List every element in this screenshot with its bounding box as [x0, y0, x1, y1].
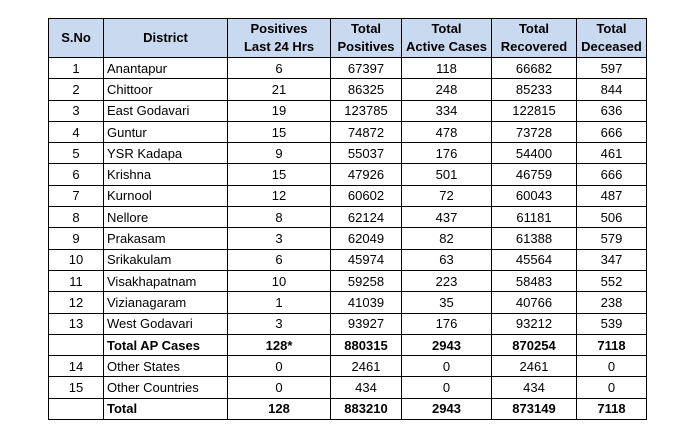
cell-sno: 10 [49, 249, 104, 270]
cell-active: 2943 [402, 398, 492, 419]
header-total-positives-line2: Positives [337, 39, 395, 54]
cell-sno: 11 [49, 270, 104, 291]
header-district-label: District [143, 30, 188, 45]
header-sno-label: S.No [61, 30, 91, 45]
table-row [49, 121, 647, 142]
cell-active: 63 [402, 249, 492, 270]
header-district [104, 19, 228, 58]
cell-recovered: 66682 [492, 58, 577, 79]
cell-recovered: 45564 [492, 249, 577, 270]
table-row [49, 270, 647, 291]
table-body [49, 58, 647, 420]
cell-recovered: 46759 [492, 164, 577, 185]
table-row [49, 313, 647, 334]
cell-deceased: 552 [577, 270, 647, 291]
cell-deceased: 636 [577, 100, 647, 121]
cell-recovered: 61181 [492, 207, 577, 228]
table-row [49, 164, 647, 185]
cell-last24: 6 [228, 249, 331, 270]
table-row [49, 377, 647, 398]
cell-active: 501 [402, 164, 492, 185]
cell-active: 2943 [402, 334, 492, 355]
cell-active: 478 [402, 121, 492, 142]
district-cases-table [48, 18, 647, 420]
header-last24 [228, 19, 331, 58]
cell-positives: 62124 [331, 207, 402, 228]
cell-recovered: 2461 [492, 356, 577, 377]
cell-positives: 880315 [331, 334, 402, 355]
cell-sno: 7 [49, 185, 104, 206]
header-active-cases-line1: Total [431, 21, 462, 36]
cell-deceased: 666 [577, 164, 647, 185]
cell-deceased: 7118 [577, 398, 647, 419]
cell-deceased: 238 [577, 292, 647, 313]
cell-sno [49, 334, 104, 355]
cell-deceased: 0 [577, 377, 647, 398]
cell-positives: 47926 [331, 164, 402, 185]
cell-district: Total [104, 398, 228, 419]
cell-last24: 128 [228, 398, 331, 419]
cell-positives: 55037 [331, 143, 402, 164]
header-recovered [492, 19, 577, 58]
table-row [49, 228, 647, 249]
cell-district: Other Countries [104, 377, 228, 398]
cell-recovered: 873149 [492, 398, 577, 419]
cell-last24: 10 [228, 270, 331, 291]
cell-sno: 6 [49, 164, 104, 185]
table-row-total [49, 398, 647, 419]
cell-positives: 123785 [331, 100, 402, 121]
cell-district: Guntur [104, 121, 228, 142]
cell-district: Kurnool [104, 185, 228, 206]
cell-last24: 3 [228, 313, 331, 334]
table-row [49, 100, 647, 121]
table-row [49, 356, 647, 377]
header-last24-line1: Positives [250, 21, 308, 36]
cell-active: 72 [402, 185, 492, 206]
cell-district: Prakasam [104, 228, 228, 249]
cell-active: 0 [402, 356, 492, 377]
cell-active: 223 [402, 270, 492, 291]
cell-positives: 2461 [331, 356, 402, 377]
cell-district: West Godavari [104, 313, 228, 334]
cell-active: 176 [402, 313, 492, 334]
cell-sno: 8 [49, 207, 104, 228]
cell-district: Visakhapatnam [104, 270, 228, 291]
cell-last24: 21 [228, 79, 331, 100]
table-container [48, 18, 647, 420]
cell-last24: 19 [228, 100, 331, 121]
cell-deceased: 461 [577, 143, 647, 164]
cell-deceased: 844 [577, 79, 647, 100]
header-total-positives [331, 19, 402, 58]
cell-positives: 60602 [331, 185, 402, 206]
cell-recovered: 870254 [492, 334, 577, 355]
cell-positives: 434 [331, 377, 402, 398]
cell-recovered: 85233 [492, 79, 577, 100]
cell-recovered: 40766 [492, 292, 577, 313]
cell-sno: 4 [49, 121, 104, 142]
header-recovered-line2: Recovered [500, 39, 568, 54]
cell-last24: 128* [228, 334, 331, 355]
cell-last24: 0 [228, 356, 331, 377]
header-last24-line2: Last 24 Hrs [243, 39, 315, 54]
cell-sno: 14 [49, 356, 104, 377]
table-row [49, 207, 647, 228]
header-total-positives-line1: Total [350, 21, 382, 36]
cell-last24: 9 [228, 143, 331, 164]
cell-deceased: 0 [577, 356, 647, 377]
cell-recovered: 434 [492, 377, 577, 398]
cell-active: 248 [402, 79, 492, 100]
cell-sno: 15 [49, 377, 104, 398]
cell-district: Total AP Cases [104, 334, 228, 355]
cell-recovered: 93212 [492, 313, 577, 334]
cell-last24: 12 [228, 185, 331, 206]
cell-last24: 3 [228, 228, 331, 249]
header-active-cases [402, 19, 492, 58]
cell-deceased: 347 [577, 249, 647, 270]
cell-positives: 67397 [331, 58, 402, 79]
cell-district: Vizianagaram [104, 292, 228, 313]
cell-last24: 15 [228, 164, 331, 185]
cell-deceased: 666 [577, 121, 647, 142]
cell-last24: 6 [228, 58, 331, 79]
cell-district: Krishna [104, 164, 228, 185]
cell-district: YSR Kadapa [104, 143, 228, 164]
cell-sno [49, 398, 104, 419]
cell-recovered: 58483 [492, 270, 577, 291]
cell-deceased: 597 [577, 58, 647, 79]
cell-sno: 2 [49, 79, 104, 100]
cell-positives: 41039 [331, 292, 402, 313]
cell-active: 0 [402, 377, 492, 398]
cell-active: 35 [402, 292, 492, 313]
cell-last24: 1 [228, 292, 331, 313]
cell-deceased: 506 [577, 207, 647, 228]
cell-active: 334 [402, 100, 492, 121]
table-row [49, 249, 647, 270]
cell-district: Anantapur [104, 58, 228, 79]
cell-positives: 59258 [331, 270, 402, 291]
cell-deceased: 579 [577, 228, 647, 249]
cell-sno: 1 [49, 58, 104, 79]
cell-active: 82 [402, 228, 492, 249]
cell-positives: 86325 [331, 79, 402, 100]
cell-recovered: 60043 [492, 185, 577, 206]
header-deceased-line1: Total [596, 21, 627, 36]
cell-sno: 9 [49, 228, 104, 249]
header-row [49, 19, 647, 58]
cell-active: 176 [402, 143, 492, 164]
cell-recovered: 122815 [492, 100, 577, 121]
cell-sno: 13 [49, 313, 104, 334]
cell-district: Chittoor [104, 79, 228, 100]
cell-active: 437 [402, 207, 492, 228]
header-active-cases-line2: Active Cases [406, 39, 487, 54]
header-recovered-line1: Total [518, 21, 550, 36]
cell-district: Srikakulam [104, 249, 228, 270]
cell-sno: 3 [49, 100, 104, 121]
cell-district: East Godavari [104, 100, 228, 121]
table-row [49, 79, 647, 100]
cell-positives: 74872 [331, 121, 402, 142]
cell-district: Other States [104, 356, 228, 377]
cell-positives: 883210 [331, 398, 402, 419]
cell-positives: 62049 [331, 228, 402, 249]
cell-recovered: 61388 [492, 228, 577, 249]
table-row [49, 143, 647, 164]
cell-sno: 12 [49, 292, 104, 313]
cell-last24: 15 [228, 121, 331, 142]
header-deceased-line2: Deceased [581, 39, 642, 54]
cell-positives: 93927 [331, 313, 402, 334]
cell-active: 118 [402, 58, 492, 79]
cell-recovered: 73728 [492, 121, 577, 142]
table-row [49, 292, 647, 313]
table-row-total [49, 334, 647, 355]
cell-deceased: 487 [577, 185, 647, 206]
cell-deceased: 539 [577, 313, 647, 334]
cell-deceased: 7118 [577, 334, 647, 355]
header-sno [49, 19, 104, 58]
cell-district: Nellore [104, 207, 228, 228]
cell-recovered: 54400 [492, 143, 577, 164]
cell-last24: 0 [228, 377, 331, 398]
table-row [49, 185, 647, 206]
cell-sno: 5 [49, 143, 104, 164]
cell-positives: 45974 [331, 249, 402, 270]
table-row [49, 58, 647, 79]
header-deceased [577, 19, 647, 58]
cell-last24: 8 [228, 207, 331, 228]
